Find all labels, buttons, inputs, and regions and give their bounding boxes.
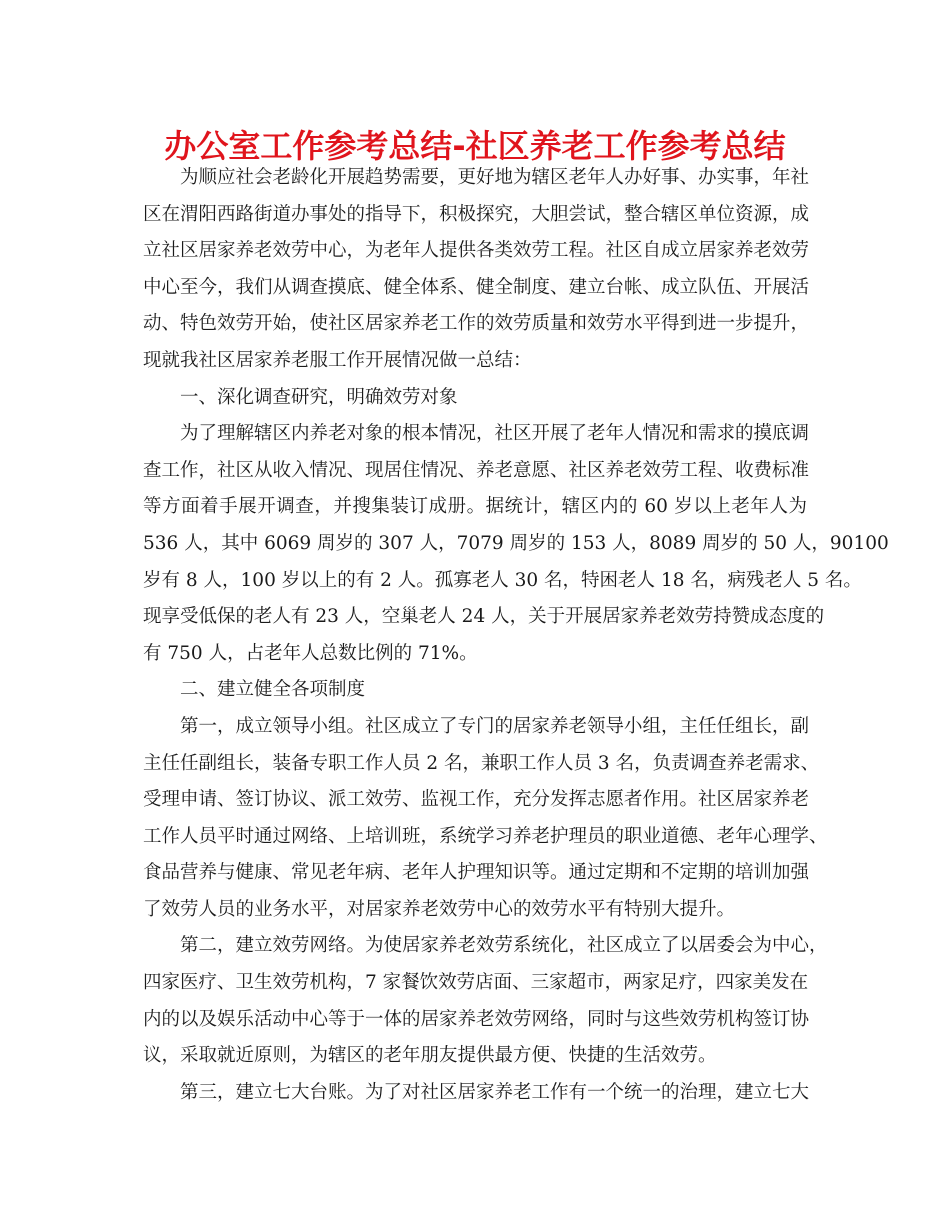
paragraph-line: 工作人员平时通过网络、上培训班，系统学习养老护理员的职业道德、老年心理学、 bbox=[143, 825, 828, 847]
paragraph-line: 食品营养与健康、常见老年病、老年人护理知识等。通过定期和不定期的培训加强 bbox=[143, 862, 810, 884]
paragraph-line: 有 750 人，占老年人总数比例的 71%。 bbox=[143, 642, 478, 664]
paragraph-line: 现就我社区居家养老服工作开展情况做一总结： bbox=[143, 349, 532, 371]
paragraph-line: 为了理解辖区内养老对象的根本情况，社区开展了老年人情况和需求的摸底调 bbox=[180, 423, 810, 445]
paragraph-line: 等方面着手展开调查，并搜集装订成册。据统计，辖区内的 60 岁以上老年人为 bbox=[143, 496, 807, 518]
section-heading: 二、建立健全各项制度 bbox=[180, 679, 366, 701]
paragraph-line: 第一，成立领导小组。社区成立了专门的居家养老领导小组，主任任组长，副 bbox=[180, 715, 810, 737]
paragraph-line: 区在渭阳西路街道办事处的指导下，积极探究，大胆尝试，整合辖区单位资源，成 bbox=[143, 203, 810, 225]
paragraph-line: 动、特色效劳开始，使社区居家养老工作的效劳质量和效劳水平得到进一步提升， bbox=[143, 313, 810, 335]
paragraph-line: 现享受低保的老人有 23 人，空巢老人 24 人，关于开展居家养老效劳持赞成态度的 bbox=[143, 606, 825, 628]
document-title: 办公室工作参考总结-社区养老工作参考总结 bbox=[164, 127, 786, 165]
paragraph-line: 内的以及娱乐活动中心等于一体的居家养老效劳网络，同时与这些效劳机构签订协 bbox=[143, 1008, 810, 1030]
paragraph-line: 受理申请、签订协议、派工效劳、监视工作，充分发挥志愿者作用。社区居家养老 bbox=[143, 789, 810, 811]
paragraph-line: 第三，建立七大台账。为了对社区居家养老工作有一个统一的治理，建立七大 bbox=[180, 1081, 810, 1103]
paragraph-line: 岁有 8 人，100 岁以上的有 2 人。孤寡老人 30 名，特困老人 18 名，病残老人 5 名。 bbox=[143, 569, 862, 591]
paragraph-line: 536 人，其中 6069 周岁的 307 人，7079 周岁的 153 人，8089 周岁的 50 人，90100 bbox=[143, 532, 889, 554]
paragraph-line: 为顺应社会老龄化开展趋势需要，更好地为辖区老年人办好事、办实事，年社 bbox=[180, 167, 810, 188]
paragraph-line: 中心至今，我们从调查摸底、健全体系、健全制度、建立台帐、成立队伍、开展活 bbox=[143, 276, 810, 298]
document-body bbox=[143, 160, 889, 1111]
section-heading: 一、深化调查研究，明确效劳对象 bbox=[180, 386, 458, 408]
paragraph-line: 第二，建立效劳网络。为使居家养老效劳系统化，社区成立了以居委会为中心， bbox=[180, 935, 828, 957]
paragraph-line: 议，采取就近原则，为辖区的老年朋友提供最方便、快捷的生活效劳。 bbox=[143, 1045, 717, 1067]
paragraph-line: 查工作，社区从收入情况、现居住情况、养老意愿、社区养老效劳工程、收费标准 bbox=[143, 459, 810, 481]
paragraph-line: 立社区居家养老效劳中心，为老年人提供各类效劳工程。社区自成立居家养老效劳 bbox=[143, 240, 810, 262]
paragraph-line: 主任任副组长，装备专职工作人员 2 名，兼职工作人员 3 名，负责调查养老需求、 bbox=[143, 752, 820, 774]
paragraph-line: 了效劳人员的业务水平，对居家养老效劳中心的效劳水平有特别大提升。 bbox=[143, 898, 736, 920]
paragraph-line: 四家医疗、卫生效劳机构，7 家餐饮效劳店面、三家超市，两家足疗，四家美发在 bbox=[143, 972, 809, 994]
